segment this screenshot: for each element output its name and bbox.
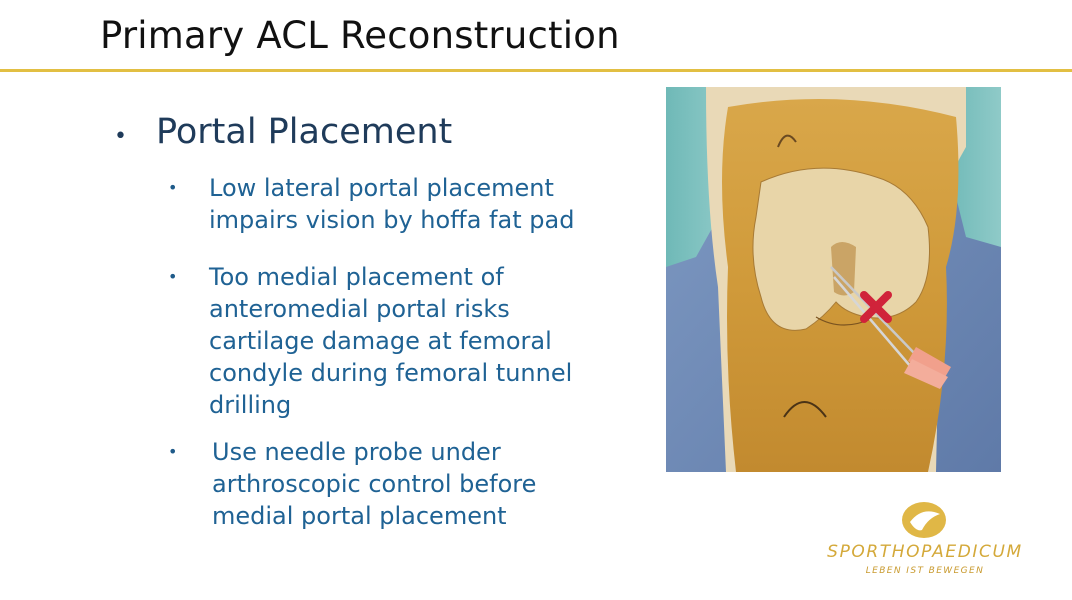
logo-name: SPORTHOPAEDICUM — [827, 542, 1023, 562]
bullet-icon: • — [114, 124, 127, 149]
logo-tagline: LEBEN IST BEWEGEN — [865, 566, 985, 576]
knee-surgery-photo — [666, 87, 1001, 472]
main-bullet-text: Portal Placement — [156, 112, 453, 152]
sub-bullet-text: Use needle probe under arthroscopic control before medial portal placement — [212, 438, 537, 530]
title-divider — [0, 69, 1072, 72]
sporthopaedicum-logo — [800, 498, 1050, 580]
bullet-icon: • — [168, 178, 178, 197]
sub-bullet-text: Low lateral portal placement impairs vision by hoffa fat pad — [209, 174, 575, 234]
logo-mark-icon — [900, 500, 948, 540]
slide-title: Primary ACL Reconstruction — [100, 14, 620, 57]
sub-bullet-text: Too medial placement of anteromedial portal risks cartilage damage at femoral condyle during femoral tunnel drilling — [209, 263, 573, 419]
sub-bullet — [168, 261, 572, 421]
bullet-icon: • — [168, 442, 178, 461]
bullet-icon: • — [168, 267, 178, 286]
main-bullet — [114, 112, 452, 152]
sub-bullet — [168, 436, 536, 532]
sub-bullet — [168, 172, 574, 236]
